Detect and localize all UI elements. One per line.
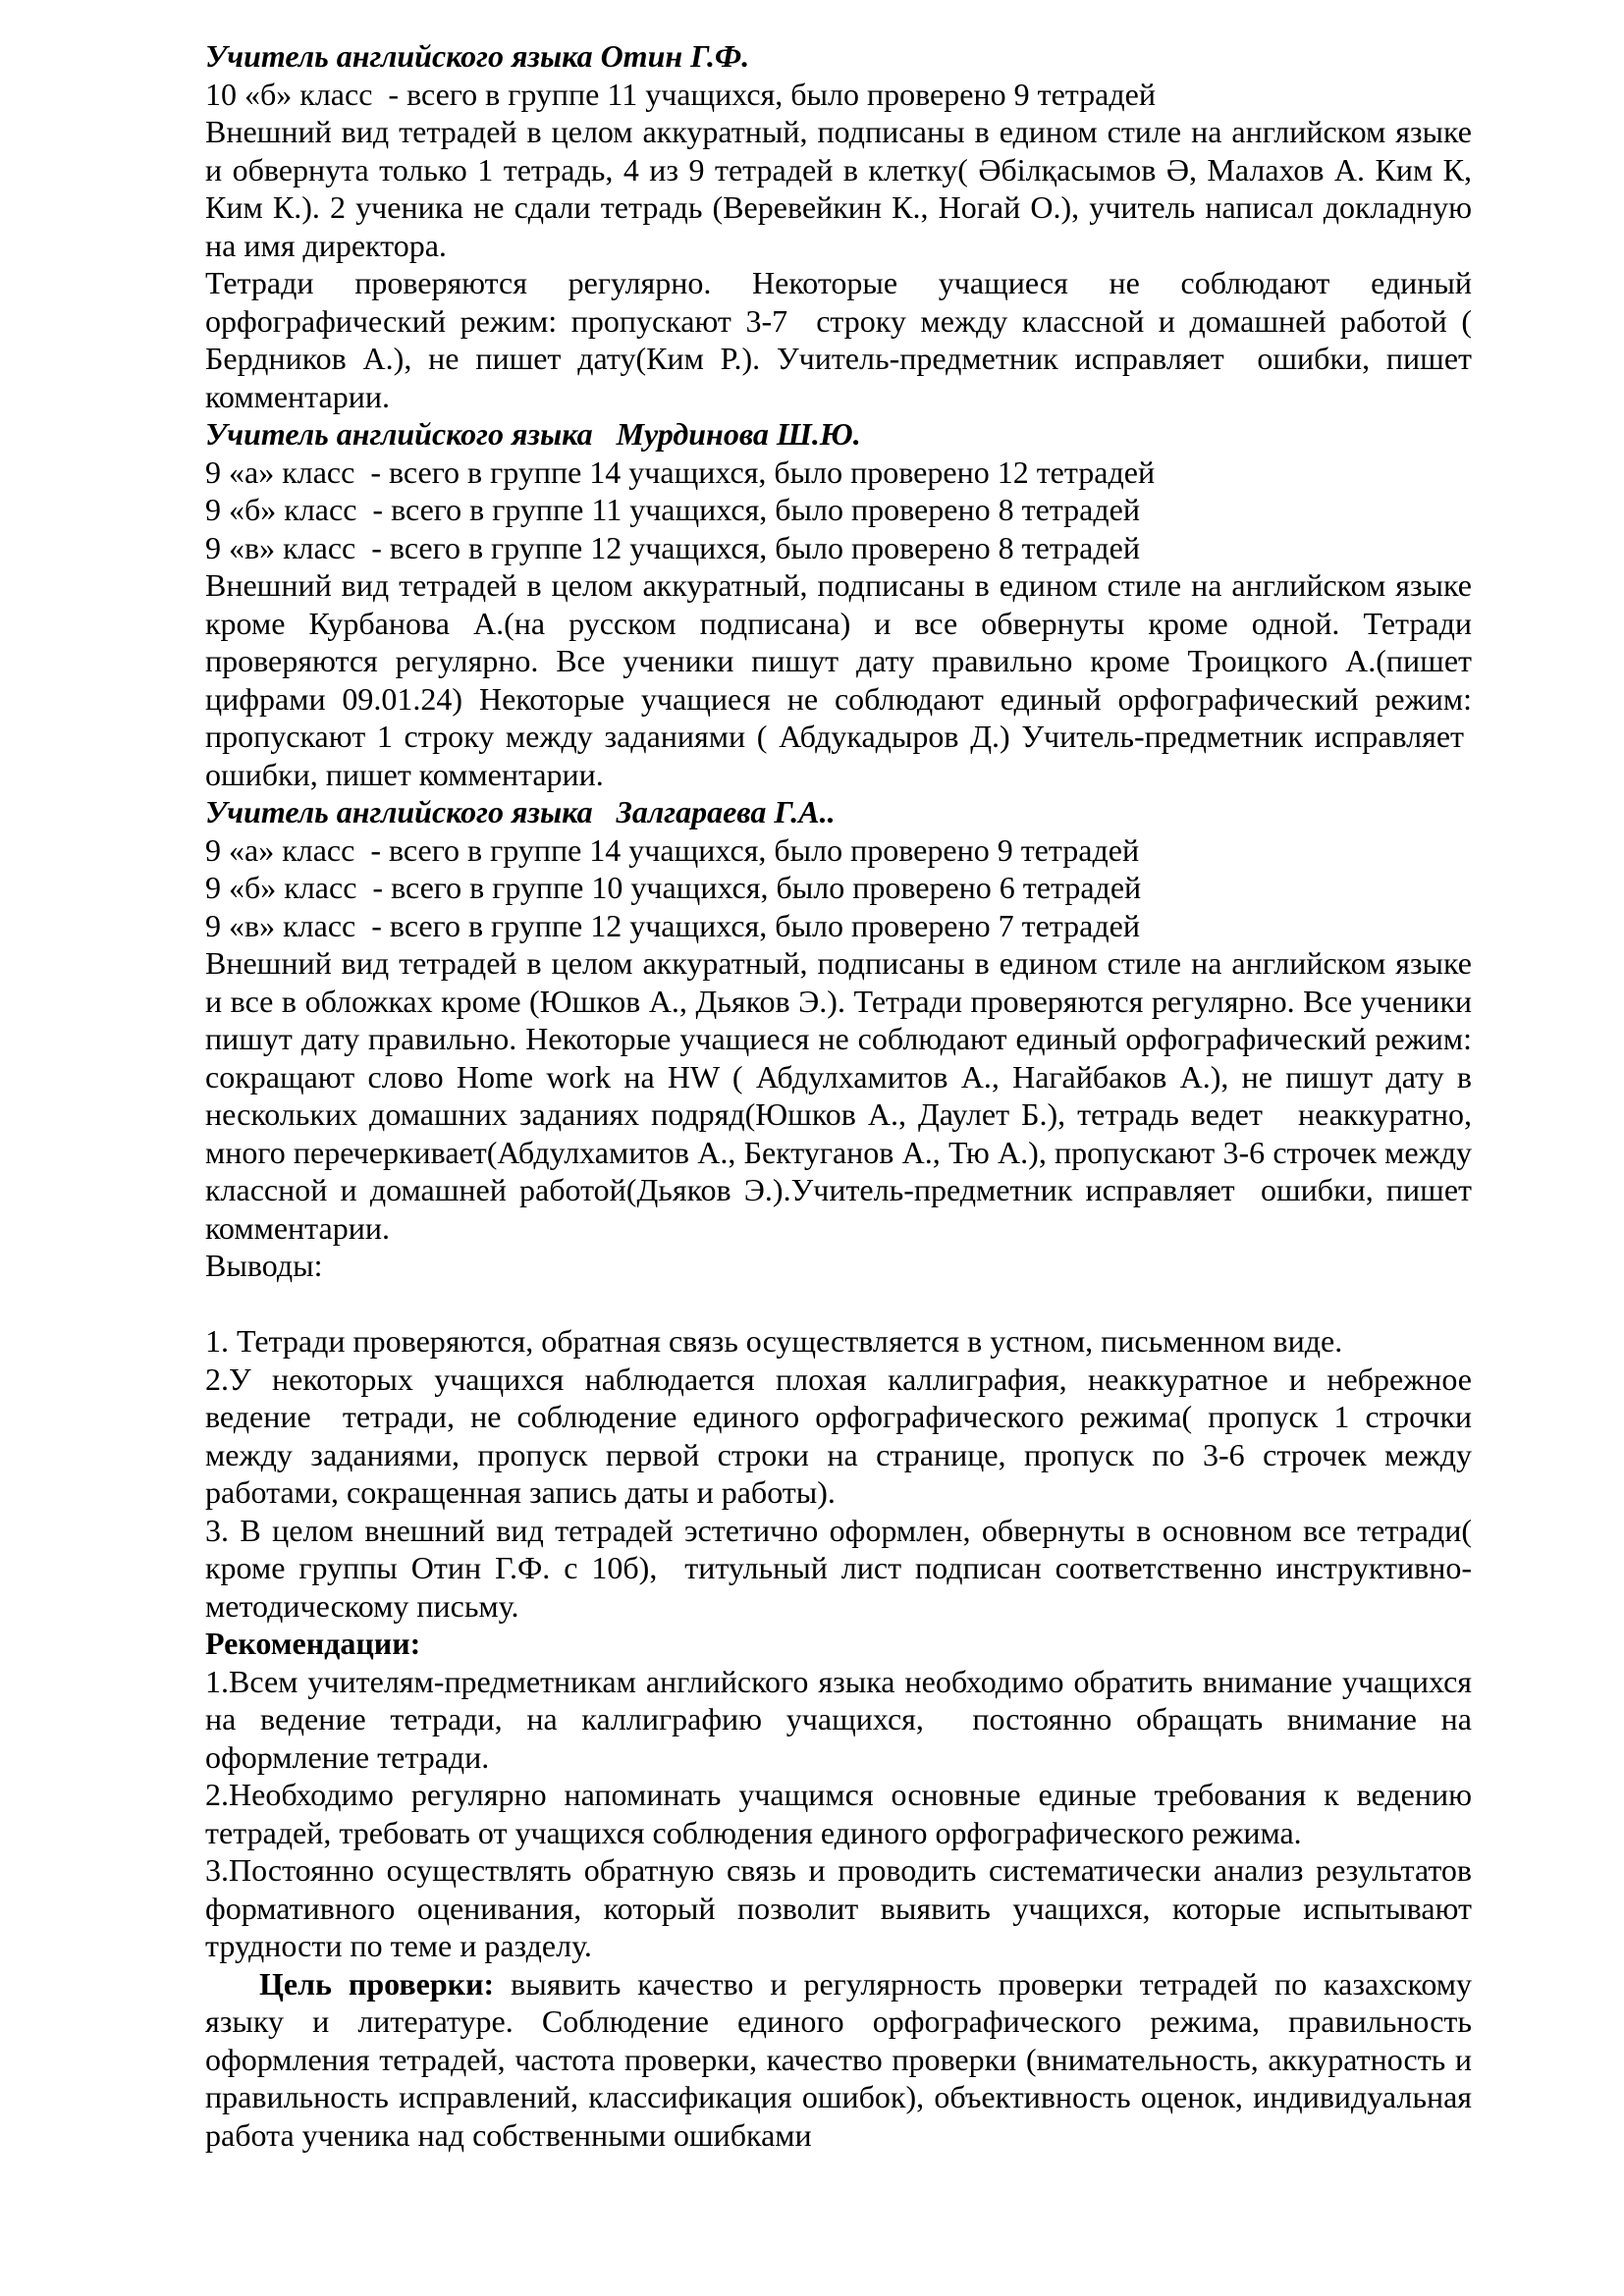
- teacher-heading: Учитель английского языка Мурдинова Ш.Ю.: [205, 416, 861, 452]
- purpose-label: Цель проверки:: [259, 1965, 495, 2002]
- recommendations-section: [205, 1625, 1472, 1965]
- recommendation-item: 3.Постоянно осуществлять обратную связь и проводить систематически анализ результатов формативного оценивания, который позволит выявить учащихся, которые испытывают трудности по теме и разделу.: [205, 1852, 1472, 1963]
- conclusion-item: 3. В целом внешний вид тетрадей эстетично оформлен, обвернуты в основном все тетради( кроме группы Отин Г.Ф. с 10б), титульный лист подписан соответственно инструктивно-методическому письму.: [205, 1512, 1472, 1624]
- paragraph: Тетради проверяются регулярно. Некоторые учащиеся не соблюдают единый орфографический режим: пропускают 3-7 строку между классной и домашней работой ( Бердников А.), не пишет дату(Ким Р.). Учитель-предметник исправляет ошибки, пишет комментарии.: [205, 265, 1472, 414]
- group-summary-line: 9 «б» класс - всего в группе 10 учащихся, было проверено 6 тетрадей: [205, 870, 1142, 905]
- paragraph: Внешний вид тетрадей в целом аккуратный, подписаны в едином стиле на английском языке кроме Курбанова А.(на русском подписана) и все обвернуты кроме одной. Тетради проверяются регулярно. Все ученики пишут дату правильно кроме Троицкого А.(пишет цифрами 09.01.24) Некоторые учащиеся не соблюдают единый орфографический режим: пропускают 1 строку между заданиями ( Абдукадыров Д.) Учитель-предметник исправляет ошибки, пишет комментарии.: [205, 567, 1472, 792]
- conclusion-item: 1. Тетради проверяются, обратная связь осуществляется в устном, письменном виде.: [205, 1323, 1343, 1359]
- conclusions-section: [205, 1247, 1472, 1625]
- group-summary-line: 9 «а» класс - всего в группе 14 учащихся, было проверено 9 тетрадей: [205, 831, 1140, 868]
- teacher-section-zalgaraeva: [205, 793, 1472, 1247]
- paragraph: Внешний вид тетрадей в целом аккуратный, подписаны в едином стиле на английском языке и обвернута только 1 тетрадь, 4 из 9 тетрадей в клетку( Әбілқасымов Ә, Малахов А. Ким К, Ким К.). 2 ученика не сдали тетрадь (Веревейкин К., Ногай О.), учитель написал докладную на имя директора.: [205, 114, 1472, 263]
- recommendation-item: 2.Необходимо регулярно напоминать учащимся основные единые требования к ведению тетрадей, требовать от учащихся соблюдения единого орфографического режима.: [205, 1777, 1472, 1850]
- group-summary-line: 10 «б» класс - всего в группе 11 учащихся, было проверено 9 тетрадей: [205, 76, 1156, 112]
- group-summary-line: 9 «б» класс - всего в группе 11 учащихся, было проверено 8 тетрадей: [205, 492, 1140, 527]
- teacher-heading: Учитель английского языка Залгараева Г.А..: [205, 794, 836, 829]
- group-summary-line: 9 «а» класс - всего в группе 14 учащихся, было проверено 12 тетрадей: [205, 454, 1156, 490]
- teacher-section-otin: [205, 37, 1472, 415]
- teacher-section-murdinova: [205, 415, 1472, 793]
- recommendations-title: Рекомендации:: [205, 1626, 421, 1661]
- teacher-heading: Учитель английского языка Отин Г.Ф.: [205, 38, 750, 74]
- group-summary-line: 9 «в» класс - всего в группе 12 учащихся, было проверено 8 тетрадей: [205, 529, 1140, 565]
- purpose-text: выявить качество и регулярность проверки тетрадей по казахскому языку и литературе. Соблюдение единого орфографического режима, правильность оформления тетрадей, частота проверки, качество проверки (внимательность, аккуратность и правильность исправлений, классификация ошибок), объективность оценок, индивидуальная работа ученика над собственными ошибками: [205, 1965, 1473, 2153]
- purpose-paragraph: [205, 1965, 1472, 2155]
- blank-line: [205, 1285, 1472, 1323]
- group-summary-line: 9 «в» класс - всего в группе 12 учащихся, было проверено 7 тетрадей: [205, 907, 1140, 943]
- paragraph: Внешний вид тетрадей в целом аккуратный, подписаны в едином стиле на английском языке и все в обложках кроме (Юшков А., Дьяков Э.). Тетради проверяются регулярно. Все ученики пишут дату правильно. Некоторые учащиеся не соблюдают единый орфографический режим: сокращают слово Home work на HW ( Абдулхамитов А., Нагайбаков А.), не пишут дату в нескольких домашних заданиях подряд(Юшков А., Даулет Б.), тетрадь ведет неаккуратно, много перечеркивает(Абдулхамитов А., Бектуганов А., Тю А.), пропускают 3-6 строчек между классной и домашней работой(Дьяков Э.).Учитель-предметник исправляет ошибки, пишет комментарии.: [205, 945, 1472, 1246]
- conclusion-item: 2.У некоторых учащихся наблюдается плохая каллиграфия, неаккуратное и небрежное ведение тетради, не соблюдение единого орфографического режима( пропуск 1 строчки между заданиями, пропуск первой строки на странице, пропуск по 3-6 строчек между работами, сокращенная запись даты и работы).: [205, 1361, 1472, 1510]
- conclusions-title: Выводы:: [205, 1248, 323, 1283]
- recommendation-item: 1.Всем учителям-предметникам английского языка необходимо обратить внимание учащихся на ведение тетради, на каллиграфию учащихся, постоянно обращать внимание на оформление тетради.: [205, 1663, 1472, 1775]
